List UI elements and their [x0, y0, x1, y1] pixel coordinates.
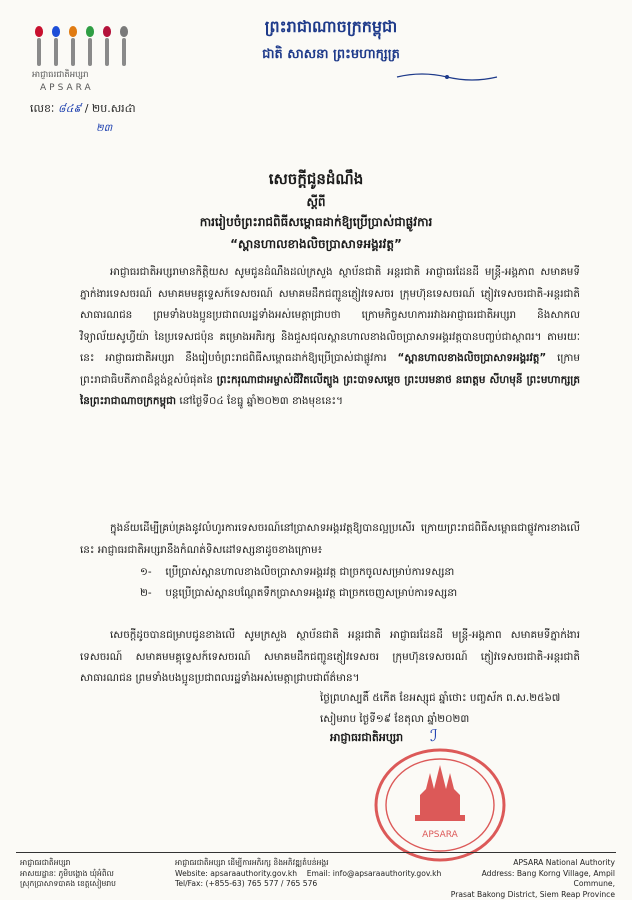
footer-left-line: អាសយដ្ឋានៈ ភូមិបង្គោង ឃុំអំពិល — [20, 868, 114, 878]
paragraph-2: ក្នុងន័យដើម្បីគ្រប់គ្រងនូវលំហូរការទេសចរណ៍នៅប្រាសាទអង្គរវត្តឱ្យបានល្អប្រសើរ ក្រោយព្រះរាជពិធីសម្ពោធជាផ្លូវការខាងលើនេះ អាជ្ញាធរជាតិអប្សរានឹងកំណត់ទិសដៅទស្សនាដូចខាងក្រោម៖ — [80, 522, 580, 556]
footer-right-line: APSARA National Authority — [513, 858, 615, 867]
signature-mark: ℐ — [430, 726, 438, 745]
website-label: Website: — [175, 868, 211, 878]
official-seal-stamp — [370, 745, 510, 865]
lunar-date: ថ្ងៃព្រហស្បតិ៍ ៥កើត ខែអស្សុជ ឆ្នាំថោះ បញ្ចស័ក ព.ស.២៥៦៧ — [320, 692, 561, 704]
footer-right — [440, 858, 615, 900]
list-item — [140, 583, 457, 604]
kingdom-header — [0, 16, 632, 87]
national-motto: ជាតិ សាសនា ព្រះមហាក្សត្រ — [262, 47, 400, 62]
reference-suffix: / ២ប.សរ៤ា — [84, 102, 136, 115]
list-item-number: ១- — [140, 566, 152, 578]
solar-date: សៀមរាប ថ្ងៃទី១៩ ខែតុលា ឆ្នាំ២០២៣ — [320, 713, 470, 725]
reference-number — [30, 102, 136, 118]
footer-contact — [175, 858, 442, 890]
doc-subject-name: “ស្ពានហាលខាងលិចប្រាសាទអង្គរវត្ត” — [230, 237, 402, 251]
website-link[interactable]: apsaraauthority.gov.kh — [210, 868, 298, 878]
footer-left — [20, 858, 116, 890]
list-item — [140, 562, 457, 583]
reference-label: លេខៈ — [30, 102, 55, 115]
doc-subject: ការរៀបចំព្រះរាជពិធីសម្ពោធដាក់ឱ្យប្រើប្រាស់ជាផ្លូវការ — [199, 215, 433, 229]
paragraph-1 — [80, 262, 580, 413]
logo-name: APSARA — [40, 83, 94, 93]
email-label: Email: — [306, 868, 333, 878]
footer-right-line: Prasat Bakong District, Siem Reap Province — [450, 889, 615, 899]
closing-dates — [320, 688, 560, 730]
doc-title: សេចក្តីជូនដំណឹង — [268, 170, 364, 188]
seal-text: APSARA — [422, 830, 458, 840]
logo-caption: អាជ្ញាធរជាតិអប្សរា — [32, 70, 89, 80]
p1-royal-title: ព្រះករុណាជាអម្ចាស់ជីវិតលើត្បូង ព្រះបាទសម្តេច ព្រះបរមនាថ នរោត្តម សីហមុនី ព្រះមហាក្សត្រនៃព្រះរាជាណាចក្រកម្ពុជា — [80, 373, 580, 407]
p1-text-c: នៅថ្ងៃទី០៤ ខែធ្នូ ឆ្នាំ២០២៣ ខាងមុខនេះ។ — [179, 395, 343, 407]
p1-bridge-name: “ស្ពានហាលខាងលិចប្រាសាទអង្គរវត្ត” — [397, 352, 547, 364]
footer-mission: អាជ្ញាធរជាតិអប្សរា ដើម្បីការអភិរក្ស និងអភិវឌ្ឍតំបន់អង្គរ — [175, 858, 329, 867]
email-link[interactable]: info@apsaraauthority.gov.kh — [332, 868, 442, 878]
list-item-number: ២- — [140, 587, 152, 599]
footer-right-line: Address: Bang Korng Village, Ampil Commune, — [481, 868, 615, 888]
divider-ornament-icon — [392, 71, 502, 83]
list-item-text: បន្តប្រើប្រាស់ស្ពានបណ្តែតទឹកប្រាសាទអង្គរវត្ត ជាច្រកចេញសម្រាប់ការទស្សនា — [165, 587, 458, 599]
doc-subject-label: ស្តីពី — [306, 195, 326, 209]
footer-divider — [16, 852, 616, 853]
p1-text-a: អាជ្ញាធរជាតិអប្សរាមានកិត្តិយស សូមជូនដំណឹងដល់ក្រសួង ស្ថាប័នជាតិ អន្តរជាតិ អាជ្ញាធរដែនដី មន្ត្រី-អង្គភាព សមាគមទីភ្នាក់ងារទេសចរណ៍ សមាគមមគ្គុទ្ទេសក៍ទេសចរណ៍ សមាគមដឹកជញ្ជូនភ្ញៀវទេសចរ ក្រុមហ៊ុនទេសចរណ៍ ភ្ញៀវទេសចរជាតិ-អន្តរជាតិ សាធារណជន ព្រមទាំងបងប្អូនប្រជាពលរដ្ឋទាំងអស់មេត្តាជ្រាបថា ក្រោមកិច្ចសហការរវាងអាជ្ញាធរជាតិអប្សរា និងសាកលវិទ្យាល័យសូហ្វីយ៉ា នៃប្រទេសជប៉ុន គម្រោងអភិរក្ស និងជួសជុលស្ពានហាលខាងលិចប្រាសាទអង្គរវត្តបានបញ្ចប់ជាស្ថាពរ។ តាមរយៈនេះ អាជ្ញាធរជាតិអប្សរា នឹងរៀបចំព្រះរាជពិធីសម្ពោធដាក់ឱ្យប្រើប្រាស់ជាផ្លូវការ — [80, 266, 580, 364]
kingdom-name: ព្រះរាជាណាចក្រកម្ពុជា — [264, 17, 398, 36]
list-item-text: ប្រើប្រាស់ស្ពានហាលខាងលិចប្រាសាទអង្គរវត្ត ជាច្រកចូលសម្រាប់ការទស្សនា — [165, 566, 455, 578]
footer-left-line: ស្រុកប្រាសាទបាគង ខេត្តសៀមរាប — [20, 879, 116, 888]
footer-telephone: Tel/Fax: (+855-63) 765 577 / 765 576 — [175, 879, 318, 888]
footer-web-email-row — [175, 868, 442, 880]
reference-handwritten-number: ៨៤៩ — [57, 102, 82, 115]
paragraph-3: សេចក្តីដូចបានជម្រាបជូនខាងលើ សូមក្រសួង ស្ថាប័នជាតិ អន្តរជាតិ អាជ្ញាធរដែនដី មន្ត្រី-អង្គភាព សមាគមទីភ្នាក់ងារទេសចរណ៍ សមាគមមគ្គុទ្ទេសក៍ទេសចរណ៍ សមាគមដឹកជញ្ជូនភ្ញៀវទេសចរ ក្រុមហ៊ុនទេសចរណ៍ ភ្ញៀវទេសចរជាតិ-អន្តរជាតិ សាធារណជន ព្រមទាំងបងប្អូនប្រជាពលរដ្ឋទាំងអស់មេត្តាជ្រាបជាព័ត៌មាន។ — [80, 629, 580, 684]
route-list — [140, 562, 457, 604]
signatory: អាជ្ញាធរជាតិអប្សរា — [330, 731, 404, 744]
footer-left-line: អាជ្ញាធរជាតិអប្សរា — [20, 858, 71, 867]
p1-text-b: ក្រោមព្រះរាជាធិបតីភាពដ៏ខ្ពង់ខ្ពស់បំផុតនៃ — [80, 352, 580, 386]
reference-year: ២៣ — [96, 123, 113, 134]
